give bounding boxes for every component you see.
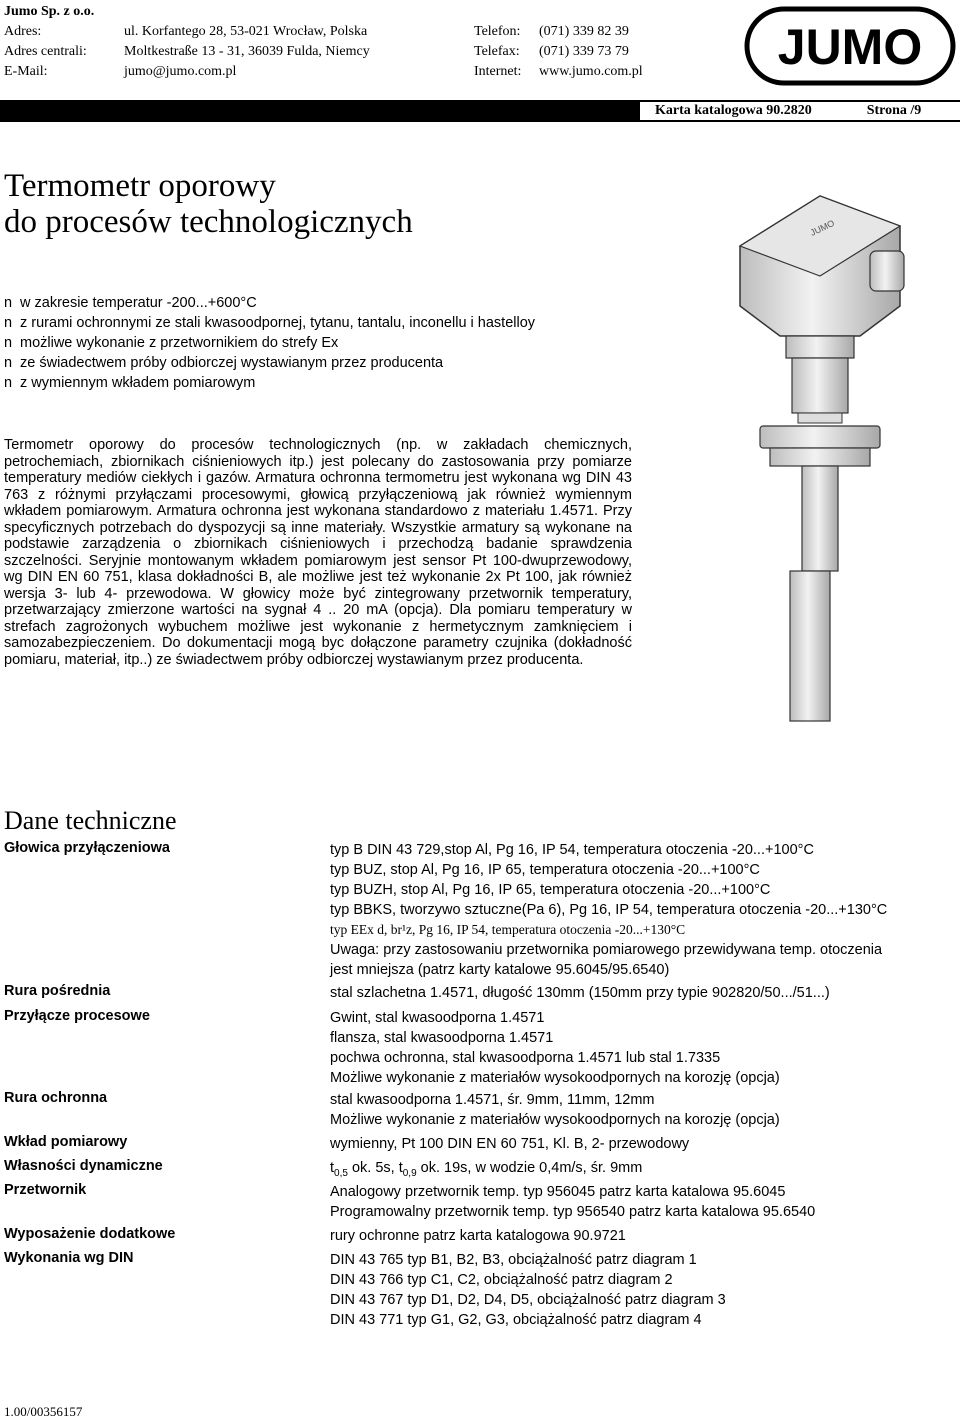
phone-value: (071) 339 82 39 [539,24,629,39]
spec-label: Wkład pomiarowy [4,1134,128,1150]
spec-row-protection-tube: Rura ochronna stal kwasoodporna 1.4571, śr. 9mm, 11mm, 12mm Możliwe wykonanie z materiałów wysokoodpornych na korozję (opcja) [4,1090,780,1128]
address-label: Adres: [4,24,42,39]
catalog-number: Karta katalogowa 90.2820 [655,103,812,118]
fax-value: (071) 339 73 79 [539,44,629,59]
hq-value: Moltkestraße 13 - 31, 36039 Fulda, Niemcy [124,44,370,59]
feature-list [4,293,684,393]
spec-label: Własności dynamiczne [4,1158,163,1174]
catalog-info [655,103,955,119]
tech-data-title: Dane techniczne [4,806,177,835]
spec-row-intermediate-tube: Rura pośrednia stal szlachetna 1.4571, długość 130mm (150mm przy typie 902820/50.../51...) [4,983,830,1001]
internet-value: www.jumo.com.pl [539,64,643,79]
spec-label: Wykonania wg DIN [4,1250,134,1266]
svg-text:JUMO: JUMO [808,217,836,238]
page-number: Strona /9 [866,103,922,118]
phone-label: Telefon: [474,24,521,39]
email-value: jumo@jumo.com.pl [124,64,237,79]
spec-row-head [4,840,956,980]
title-line-1: Termometr oporowy [4,168,276,204]
company-header [4,2,644,82]
jumo-logo [744,6,956,86]
spec-label: Przyłącze procesowe [4,1008,150,1024]
feature-item: n z wymiennym wkładem pomiarowym [4,375,256,391]
company-name: Jumo Sp. z o.o. [4,4,95,19]
title-line-2: do procesów technologicznych [4,204,413,240]
fax-label: Telefax: [474,44,520,59]
spec-label: Przetwornik [4,1182,87,1198]
feature-item: n ze świadectwem próby odbiorczej wystawianym przez producenta [4,355,444,371]
internet-label: Internet: [474,64,522,79]
feature-item: n z rurami ochronnymi ze stali kwasoodpornej, tytanu, tantalu, inconellu i hastelloy [4,315,536,331]
address-value: ul. Korfantego 28, 53-021 Wrocław, Polska [124,24,368,39]
spec-label: Rura pośrednia [4,983,111,999]
feature-item: n w zakresie temperatur -200...+600°C [4,295,257,311]
email-label: E-Mail: [4,64,48,79]
dynamics-value: $t_{0,5}$ ok. 5s, $t_{0,9}$ ok. 19s, w wodzie 0,4m/s, śr. 9mm [330,1160,643,1179]
spec-label: Głowica przyłączeniowa [4,840,170,856]
document-number: 1.00/00356157 [4,1404,83,1419]
spec-row-transmitter: Przetwornik Analogowy przetwornik temp. typ 956045 patrz karta katalowa 95.6045 Programowalny przetwornik temp. typ 956540 patrz karta katalowa 95.6540 [4,1182,816,1220]
spec-row-accessories: Wyposażenie dodatkowe rury ochronne patrz karta katalogowa 90.9721 [4,1226,626,1244]
spec-row-process-connection: Przyłącze procesowe Gwint, stal kwasoodporna 1.4571 flansza, stal kwasoodporna 1.4571 pochwa ochronna, stal kwasoodporna 1.4571 lub stal 1.7335 Możliwe wykonanie z materiałów wysokoodpornych na korozję (opcja) [4,1008,780,1086]
spec-row-dynamics [4,1158,956,1182]
thermometer-image [700,186,940,726]
spec-label: Wyposażenie dodatkowe [4,1226,176,1242]
spec-row-insert: Wkład pomiarowy wymienny, Pt 100 DIN EN 60 751, Kl. B, 2- przewodowy [4,1134,690,1152]
product-description: Termometr oporowy do procesów technologicznych (np. w zakładach chemicznych, petrochemiach, zbiornikach ciśnieniowych itp.) jest polecany do zastosowania przy pomiarze temperatury mediów ciekłych i gazów. Armatura ochronna termometru jest wykonana wg DIN 43 763 z różnymi przyłączami procesowymi, głowicą przyłączeniową jak również wymiennym wkładem pomiarowym. Armatura ochronna jest wykonana standardowo z materiału 1.4571. Przy specyficznych potrzebach do dyspozycji są inne materiały. Wszystkie armatury są wykonane na podstawie zarządzenia o zbiornikach ciśnieniowych i przechodzą badanie sprawdzenia szczelności. Seryjnie montowanym wkładem pomiarowym jest sensor Pt 100-dwuprzewodowy, wg DIN EN 60 751, klasa dokładności B, ale możliwe jest też wykonanie 2x Pt 100, jak również wersja 3- lub 4- przewodowa. W głowicy może być zintegrowany przetwornik temperatury, przetwarzający zmierzone wartości na sygnał 4 .. 20 mA (opcja). Dla pomiaru temperatury w strefach zagrożonych wybuchem możliwe jest wykonanie z hermetycznym zamknięciem i samozabezpieczeniem. Do dokumentacji mogą byc dołączone parametry czujnika (dokładność pomiaru, materiał, itp..) ze świadectwem próby odbiorczej wystawianym przez producenta. [4,437,632,668]
spec-values: typ B DIN 43 729,stop Al, Pg 16, IP 54, temperatura otoczenia -20...+100°C typ BUZ, stop Al, Pg 16, IP 65, temperatura otoczenia -20...+100°C typ BUZH, stop Al, Pg 16, IP 65, temperatura otoczenia -20...+100°C typ BBKS, tworzywo sztuczne(Pa 6), Pg 16, IP 54, temperatura otoczenia -20...+130°C typ EEx d, br¹z, Pg 16, IP 54, temperatura otoczenia -20...+130°C Uwaga: przy zastosowaniu przetwornika pomiarowego przewidywana temp. otoczenia jest mniejsza (patrz karty katalowe 95.6045/95.6540) [330,842,888,978]
header-row-email [4,62,644,82]
header-row-hq [4,42,644,62]
tech-data-table [4,840,956,1330]
header-row-address [4,22,644,42]
spec-row-din-versions: Wykonania wg DIN DIN 43 765 typ B1, B2, B3, obciążalność patrz diagram 1 DIN 43 766 typ C1, C2, obciążalność patrz diagram 2 DIN 43 767 typ D1, D2, D4, D5, obciążalność patrz diagram 3 DIN 43 771 typ G1, G2, G3, obciążalność patrz diagram 4 [4,1250,726,1328]
spec-label: Rura ochronna [4,1090,108,1106]
feature-item: n możliwe wykonanie z przetwornikiem do strefy Ex [4,335,339,351]
hq-label: Adres centrali: [4,44,87,59]
logo-text: JUMO [777,19,923,75]
page-title [4,168,413,240]
